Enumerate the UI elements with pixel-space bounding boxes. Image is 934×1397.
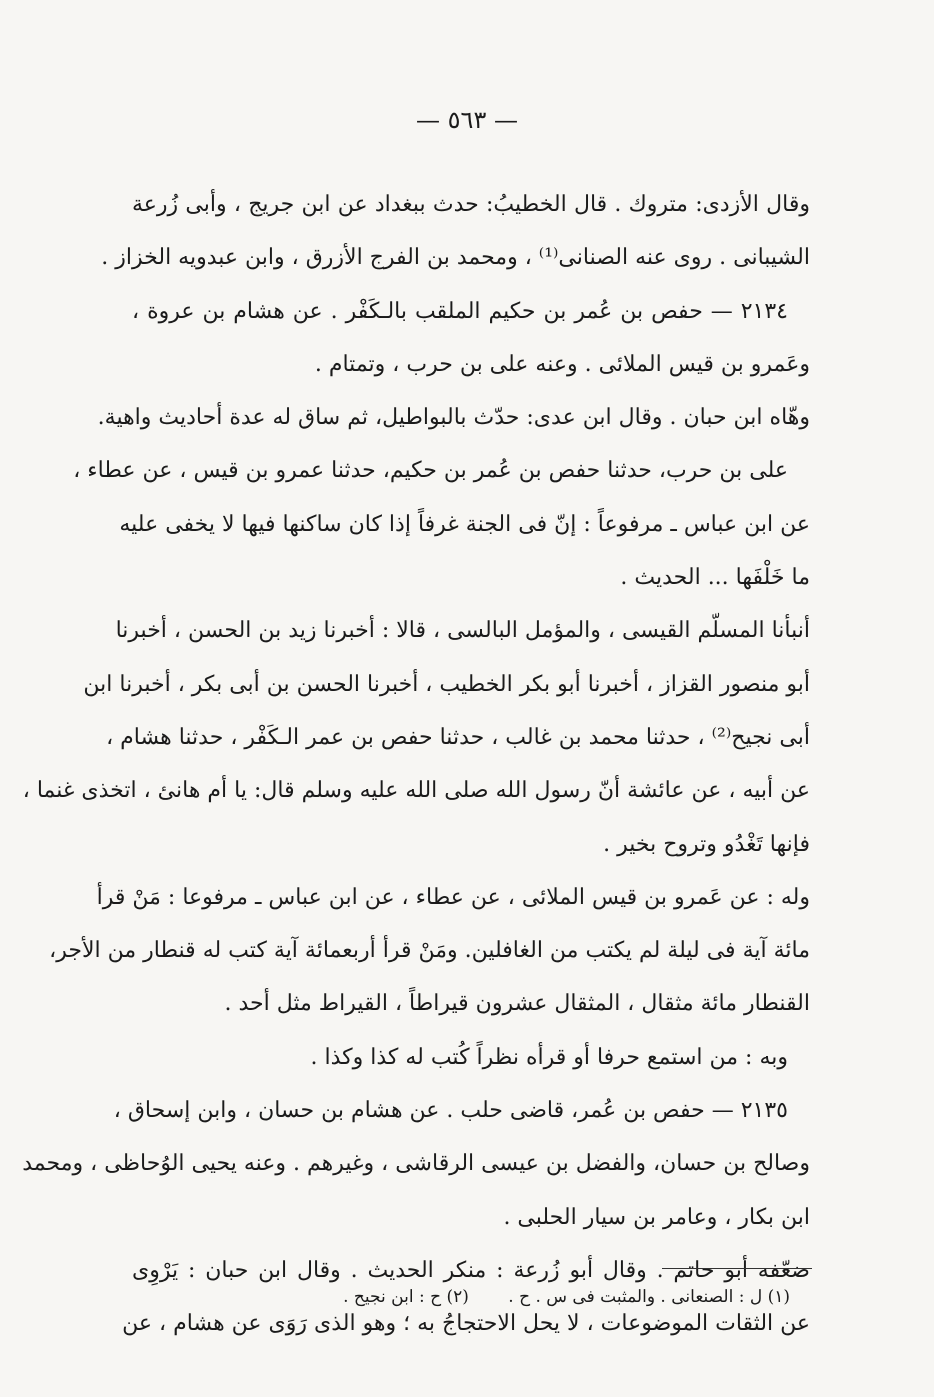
text-line: فإنها تَغْدُو وتروح بخير .: [603, 831, 810, 857]
text-line: وعَمرو بن قيس الملائى . وعنه على بن حرب ، وتمتام .: [314, 351, 810, 377]
text-line: عن أبيه ، عن عائشة أنّ رسول الله صلى الله عليه وسلم قال: يا أم هانئ ، اتخذى غنما ،: [22, 778, 810, 804]
text-line: على بن حرب، حدثنا حفص بن عُمر بن حكيم، حدثنا عمرو بن قيس ، عن عطاء ،: [73, 458, 788, 484]
text-line: وقال الأزدى: متروك . قال الخطيبُ: حدث ببغداد عن ابن جريج ، وأبى زُرعة: [132, 192, 810, 217]
text-line: وصالح بن حسان، والفضل بن عيسى الرقاشى ، وغيرهم . وعنه يحيى الوُحاظى ، ومحمد: [22, 1151, 810, 1177]
text-line: ٢١٣٥ — حفص بن عُمر، قاضى حلب . عن هشام بن حسان ، وابن إسحاق ،: [113, 1098, 788, 1124]
footnote-2: (٢) ح : ابن نجيح .: [343, 1287, 469, 1307]
text-line: وبه : من استمع حرفا أو قرأه نظراً كُتب له كذا وكذا .: [310, 1044, 788, 1070]
text-line: القنطار مائة مثقال ، المثقال عشرون قيراطاً ، القيراط مثل أحد .: [224, 991, 810, 1017]
text-line: الشيبانى . روى عنه الصنانى⁽¹⁾ ، ومحمد بن الفرج الأزرق ، وابن عبدويه الخزاز .: [101, 245, 810, 271]
text-line: عن ابن عباس ـ مرفوعاً : إنّ فى الجنة غرفاً إذا كان ساكنها فيها لا يخفى عليه: [119, 511, 810, 537]
text-line: أنبأنا المسلّم القيسى ، والمؤمل البالسى ، قالا : أخبرنا زيد بن الحسن ، أخبرنا: [115, 618, 810, 644]
body-text: [22, 178, 810, 1351]
text-line: مائة آية فى ليلة لم يكتب من الغافلين. ومَنْ قرأ أربعمائة آية كتب له قنطار من الأجر،: [49, 938, 810, 964]
text-line: ٢١٣٤ — حفص بن عُمر بن حكيم الملقب بالـكَفْر . عن هشام بن عروة ،: [132, 298, 788, 324]
text-line: ابن بكار ، وعامر بن سيار الحلبى .: [503, 1204, 810, 1230]
text-line: أبو منصور القزاز ، أخبرنا أبو بكر الخطيب ، أخبرنا الحسن بن أبى بكر ، أخبرنا ابن: [83, 671, 810, 697]
text-line: عن الثقات الموضوعات ، لا يحل الاحتجاجُ به ؛ وهو الذى رَوَى عن هشام ، عن: [122, 1311, 810, 1337]
text-line: أبى نجيح⁽²⁾ ، حدثنا محمد بن غالب ، حدثنا حفص بن عمر الـكَفْر ، حدثنا هشام ،: [106, 724, 810, 750]
text-line: وله : عن عَمرو بن قيس الملائى ، عن عطاء ، عن ابن عباس ـ مرفوعا : مَنْ قرأ: [96, 884, 810, 910]
text-line: ضعّفه أبو حاتم . وقال أبو زُرعة : منكر الحديث . وقال ابن حبان : يَرْوِى: [132, 1257, 810, 1283]
footnotes: [250, 1284, 790, 1310]
text-line: وهّاه ابن حبان . وقال ابن عدى: حدّث بالبواطيل، ثم ساق له عدة أحاديث واهية.: [97, 405, 810, 431]
footnote-1: (١) ل : الصنعانى . والمثبت فى س . ح .: [508, 1287, 790, 1307]
footnote-divider: [662, 1268, 812, 1269]
text-line: ما خَلْفَها ... الحديث .: [620, 565, 810, 591]
page-number: — ٥٦٣ —: [416, 106, 518, 134]
